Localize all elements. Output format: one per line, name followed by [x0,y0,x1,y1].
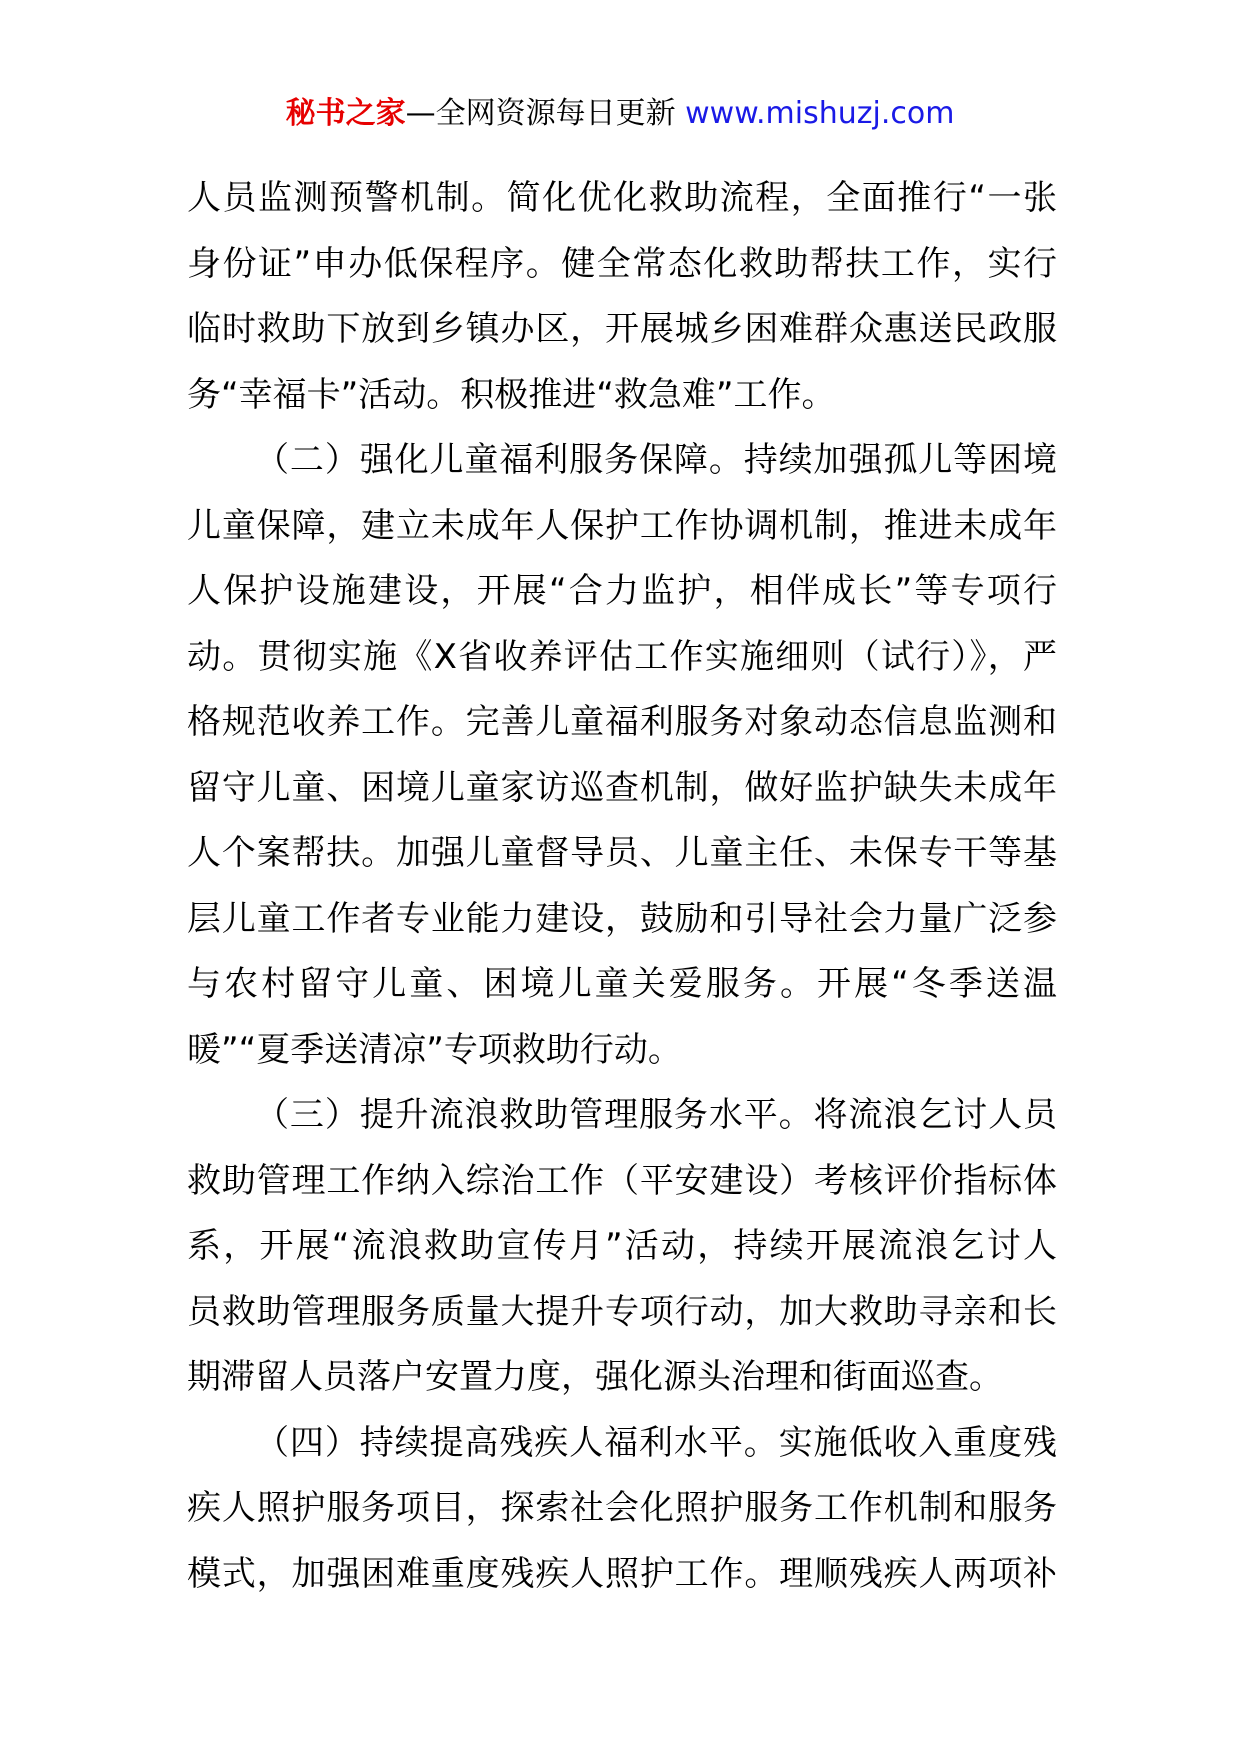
text-line: 与农村留守儿童、困境儿童关爱服务。开展“冬季送温 [187,964,1057,1004]
section-heading-line: （四）持续提高残疾人福利水平。实施低收入重度残 [255,1422,1057,1463]
text-line: 动。贯彻实施《X省收养评估工作实施细则（试行）》，严 [187,636,1057,677]
text-line: 暖”“夏季送清凉”专项救助行动。 [187,1029,682,1070]
site-brand: 秘书之家 [285,96,406,131]
text-line: 留守儿童、困境儿童家访巡查机制，做好监护缺失未成年 [187,767,1057,808]
site-header [0,94,1240,134]
section-heading-line: （二）强化儿童福利服务保障。持续加强孤儿等困境 [255,440,1057,480]
text-line: 层儿童工作者专业能力建设，鼓励和引导社会力量广泛参 [187,898,1057,939]
site-tagline: —全网资源每日更新 [405,96,676,131]
text-line: 身份证”申办低保程序。健全常态化救助帮扶工作，实行 [187,243,1057,284]
section-heading-line: （三）提升流浪救助管理服务水平。将流浪乞讨人员 [255,1095,1057,1135]
document-body [187,166,1057,1607]
text-line: 期滞留人员落户安置力度，强化源头治理和街面巡查。 [187,1357,1003,1397]
text-line: 系，开展“流浪救助宣传月”活动，持续开展流浪乞讨人 [187,1226,1057,1266]
site-url[interactable]: www.mishuzj.com [685,96,955,131]
text-line: 儿童保障，建立未成年人保护工作协调机制，推进未成年 [187,505,1057,546]
text-line: 临时救助下放到乡镇办区，开展城乡困难群众惠送民政服 [187,309,1057,349]
text-line: 格规范收养工作。完善儿童福利服务对象动态信息监测和 [187,702,1057,742]
text-line: 务“幸福卡”活动。积极推进“救急难”工作。 [187,374,836,415]
text-line: 模式，加强困难重度残疾人照护工作。理顺残疾人两项补 [187,1553,1057,1594]
text-line: 员救助管理服务质量大提升专项行动，加大救助寻亲和长 [187,1291,1057,1332]
text-line: 人保护设施建设，开展“合力监护，相伴成长”等专项行 [187,571,1057,611]
text-line: 救助管理工作纳入综治工作（平安建设）考核评价指标体 [187,1160,1057,1201]
text-line: 人个案帮扶。加强儿童督导员、儿童主任、未保专干等基 [187,833,1057,873]
text-line: 人员监测预警机制。简化优化救助流程，全面推行“一张 [187,178,1057,218]
text-line: 疾人照护服务项目，探索社会化照护服务工作机制和服务 [187,1488,1057,1528]
